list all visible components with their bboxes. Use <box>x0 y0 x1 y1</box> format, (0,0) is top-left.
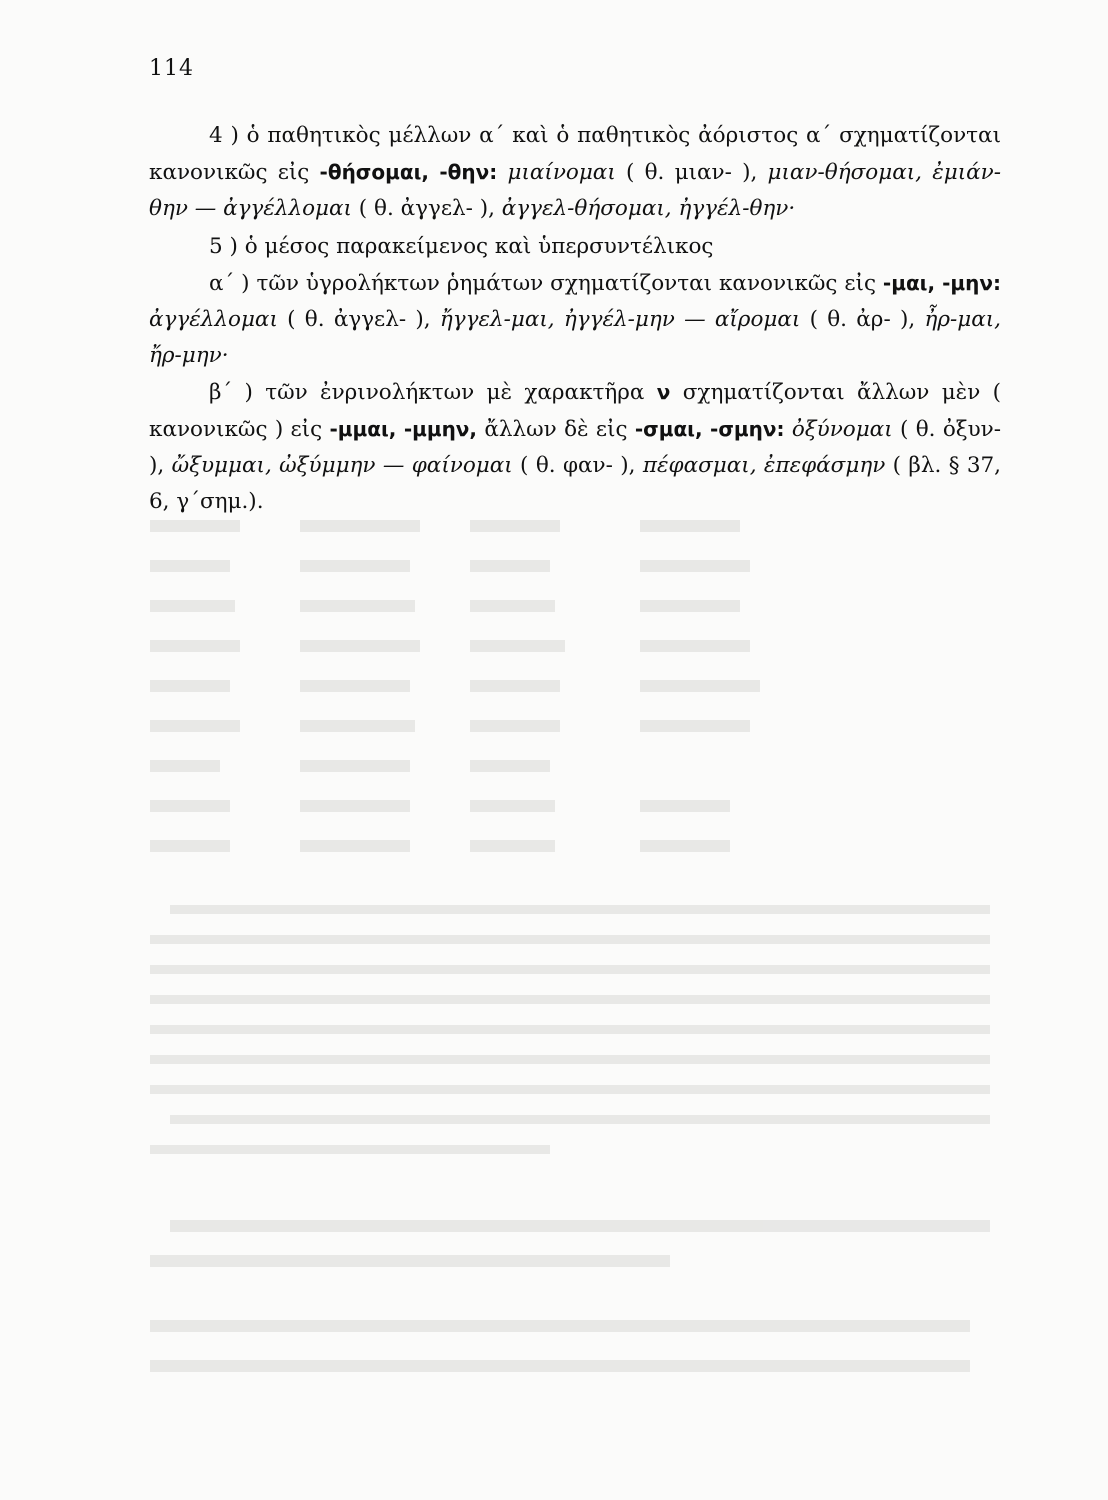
paragraph-beta-ending-2: -σμαι, -σμην: <box>634 417 785 441</box>
paragraph-beta-lead: β΄ ) τῶν ἐνρινολήκτων μὲ χαρακτῆρα <box>209 380 657 405</box>
main-text <box>149 118 1001 520</box>
paragraph-alpha-lead: α΄ ) τῶν ὑγρολήκτων ῥημάτων σχηματίζονται κανονικῶς εἰς <box>209 271 883 296</box>
paragraph-4-example-2-forms: ἀγγελ-θήσομαι, ἠγγέλ-θην· <box>501 196 796 221</box>
paragraph-beta-mid-2: ἄλλων δὲ εἰς <box>477 417 635 442</box>
paragraph-alpha-example-2-forms: ἦρ-μαι, ἤρ-μην· <box>149 307 1002 368</box>
paragraph-alpha-example-1: ἀγγέλλομαι <box>149 307 278 332</box>
paragraph-beta-example-1: ὀξύνομαι <box>791 417 893 442</box>
paragraph-alpha-example-1-forms: ἤγγελ-μαι, ἠγγέλ-μην — αἴρομαι <box>439 307 801 332</box>
paragraph-alpha <box>149 265 1001 374</box>
paragraph-beta-example-1-forms: ὤξυμμαι, ὠξύμμην — φαίνομαι <box>171 453 513 478</box>
paragraph-4-example-1: μιαίνομαι <box>507 160 616 185</box>
paragraph-alpha-example-2-theme: ( θ. ἀρ- ), <box>800 307 925 332</box>
page-number: 114 <box>149 56 194 81</box>
paragraph-beta-reference: ( βλ. § 37, 6, γ΄σημ.). <box>149 453 1002 514</box>
paragraph-4-example-2-theme: ( θ. ἀγγελ- ), <box>351 196 502 221</box>
paragraph-4-example-1-forms: μιαν-θήσομαι, ἐμιάν-θην — ἀγγέλλομαι <box>149 160 1001 221</box>
paragraph-beta-character: ν <box>656 380 671 404</box>
paragraph-beta <box>149 374 1001 520</box>
paragraph-beta-mid-1: σχηματίζονται ἄλλων μὲν ( κανονικῶς ) εἰς <box>149 380 1001 442</box>
paragraph-beta-example-2-theme: ( θ. φαν- ), <box>512 453 643 478</box>
paragraph-4 <box>149 118 1001 227</box>
paragraph-alpha-example-1-theme: ( θ. ἀγγελ- ), <box>277 307 440 332</box>
paragraph-beta-ending-1: -μμαι, -μμην, <box>329 417 478 441</box>
paragraph-beta-example-1-theme: ( θ. ὀξυν- ), <box>149 417 1002 478</box>
paragraph-4-ending: -θήσομαι, -θην: <box>319 160 498 184</box>
paragraph-beta-example-2-forms: πέφασμαι, ἐπεφάσμην <box>642 453 886 478</box>
paragraph-4-example-1-theme: ( θ. μιαν- ), <box>615 160 768 185</box>
paragraph-alpha-ending: -μαι, -μην: <box>882 271 1001 295</box>
paragraph-5-heading: 5 ) ὁ μέσος παρακείμενος καὶ ὑπερσυντέλικος <box>209 234 714 259</box>
paragraph-4-lead: 4 ) ὁ παθητικὸς μέλλων α΄ καὶ ὁ παθητικὸς ἀόριστος α΄ σχηματίζονται κανονικῶς εἰς <box>149 123 1001 185</box>
